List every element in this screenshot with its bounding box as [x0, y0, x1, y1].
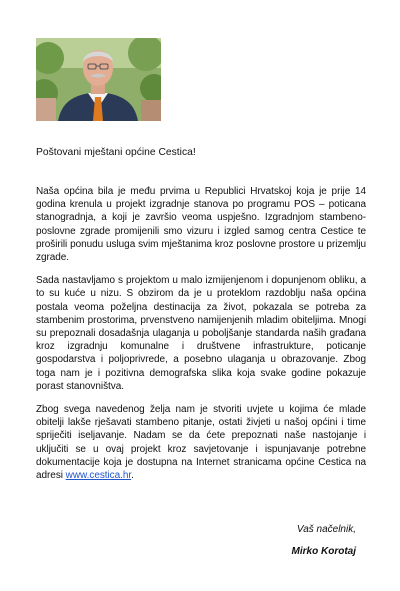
website-link[interactable]: www.cestica.hr [65, 470, 132, 482]
letter-body [36, 185, 366, 492]
paragraph-1: Naša općina bila je među prvima u Republici Hrvatskoj koja je prije 14 godina krenula u projekt izgradnje stanova po programu POS – poticana stanogradnja, a koji je završio veoma uspješno. Izgradnjom stambeno-poslovne zgrade promijenili smo vizuru i izgled samog centra Cestice te proširili ponudu usluga svim mještanima kroz poslovne prostore u prizemlju zgrade. [36, 186, 366, 264]
greeting: Poštovani mještani općine Cestica! [36, 147, 196, 158]
portrait-photo [36, 38, 161, 121]
signature: Mirko Korotaj [291, 546, 356, 557]
paragraph-3 [36, 403, 366, 482]
closing-line: Vaš načelnik, [296, 524, 356, 535]
paragraph-2: Sada nastavljamo s projektom u malo izmijenjenom i dopunjenom obliku, a to su kuće u nizu. S obzirom da je u proteklom razdoblju naša općina postala veoma poželjna destinacija za život, pokazala se potreba za stambenim prostorima, prvenstveno namijenjenih mladim obiteljima. Mnogi su prepoznali dosadašnja ulaganja u poboljšanje standarda naših građana kroz izgradnju komunalne i društvene infrastrukture, poticanje gospodarstva i poljoprivrede, a posebno ulaganja u obrazovanje. Zbog toga nam je i pozitivna demografska slika koja svake godine pokazuje porast stanovništva. [36, 275, 366, 392]
paragraph-3-end: . [131, 470, 134, 482]
paragraph-3-text: Zbog svega navedenog želja nam je stvoriti uvjete u kojima će mlade obitelji lakše rješavati stambeno pitanje, ostati živjeti u našoj općini i time spriječiti iseljavanje. Nadam se da ćete prepoznati naše nastojanje i uključiti se u ovaj projekt kroz savjetovanje i ispunjavanje potrebne dokumentacije koja je dostupna na Internet stranicama općine Cestica na adresi [36, 404, 366, 482]
